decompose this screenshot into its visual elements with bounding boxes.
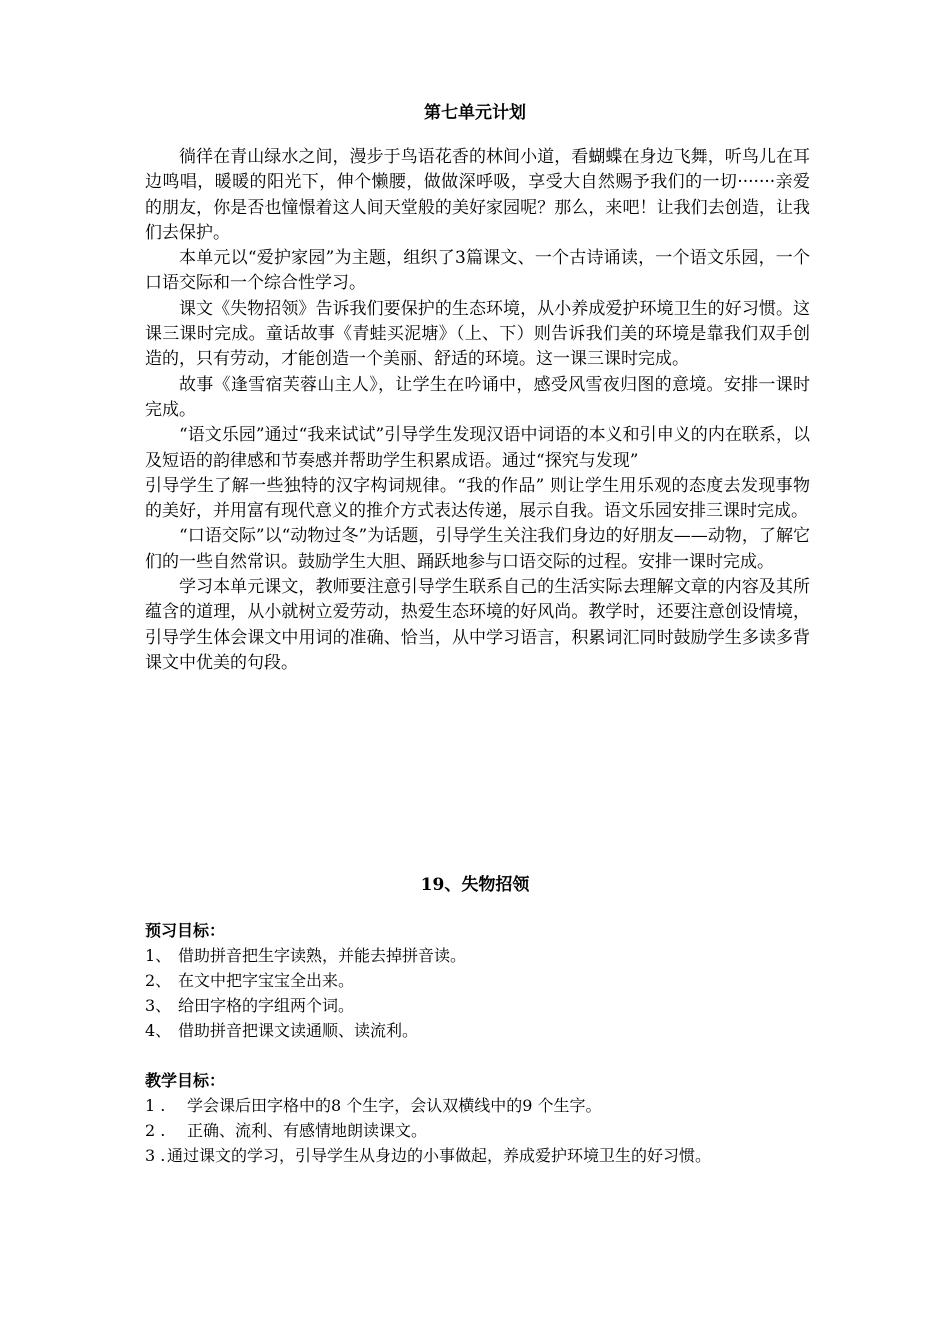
paragraph-lessons: 课文《失物招领》告诉我们要保护的生态环境，从小养成爱护环境卫生的好习惯。这课三课时完成。童话故事《青蛙买泥塘》（上、下）则告诉我们美的环境是靠我们双手创造的，只有劳动，才能创造一个美丽、舒适的环境。这一课三课时完成。 [145,298,810,370]
list-item: 3、 给田字格的字组两个词。 [145,996,355,1015]
teaching-goals-heading: 教学目标： [145,1071,226,1090]
list-item: 2、 在文中把字宝宝全出来。 [145,971,355,990]
unit-plan-body [145,145,810,676]
paragraph-yuwen-leyuan: “语文乐园”通过“我来试试”引导学生发现汉语中词语的本义和引申义的内在联系，以及短语的韵律感和节奏感并帮助学生积累成语。通过“探究与发现” [145,425,810,471]
lesson-title: 19、失物招领 [420,875,530,895]
list-item: 3 . 通过课文的学习，引导学生从身边的小事做起，养成爱护环境卫生的好习惯。 [145,1146,712,1165]
paragraph-oral: “口语交际”以“动物过冬”为话题，引导学生关注我们身边的好朋友——动物，了解它们的一些自然常识。鼓励学生大胆、踊跃地参与口语交际的过程。安排一课时完成。 [145,526,810,572]
preview-goals-heading: 预习目标： [145,921,226,940]
unit-plan-title: 第七单元计划 [424,103,526,123]
list-item: 2 . 正确、流利、有感情地朗读课文。 [145,1121,428,1140]
list-item: 4、 借助拼音把课文读通顺、读流利。 [145,1021,419,1040]
paragraph-theme: 本单元以“爱护家园”为主题，组织了3篇课文、一个古诗诵读，一个语文乐园，一个口语交际和一个综合性学习。 [145,248,810,294]
paragraph-yuwen-leyuan-cont: 引导学生了解一些独特的汉字构词规律。“我的作品” 则让学生用乐观的态度去发现事物的美好，并用富有现代意义的推介方式表达传递，展示自我。语文乐园安排三课时完成。 [145,475,810,522]
paragraph-teaching-advice: 学习本单元课文，教师要注意引导学生联系自己的生活实际去理解文章的内容及其所蕴含的道理，从小就树立爱劳动，热爱生态环境的好风尚。教学时，还要注意创设情境，引导学生体会课文中用词的准确、恰当，从中学习语言，积累词汇同时鼓励学生多读多背课文中优美的句段。 [145,577,810,673]
paragraph-intro: 徜徉在青山绿水之间，漫步于鸟语花香的林间小道，看蝴蝶在身边飞舞，听鸟儿在耳边鸣唱，暖暖的阳光下，伸个懒腰，做做深呼吸，享受大自然赐予我们的一切·······亲爱的朋友，你是否也憧憬着这人间天堂般的美好家园呢？那么，来吧！让我们去创造，让我们去保护。 [145,147,810,243]
list-item: 1 . 学会课后田字格中的8 个生字，会认双横线中的9 个生字。 [145,1096,602,1115]
teaching-goals-list [145,1093,825,1168]
preview-goals-list [145,943,825,1043]
list-item: 1、 借助拼音把生字读熟，并能去掉拼音读。 [145,946,467,965]
teaching-goals-section [145,1068,825,1168]
preview-goals-section [145,918,825,1043]
paragraph-poem: 故事《逢雪宿芙蓉山主人》，让学生在吟诵中，感受风雪夜归图的意境。安排一课时完成。 [145,374,810,420]
